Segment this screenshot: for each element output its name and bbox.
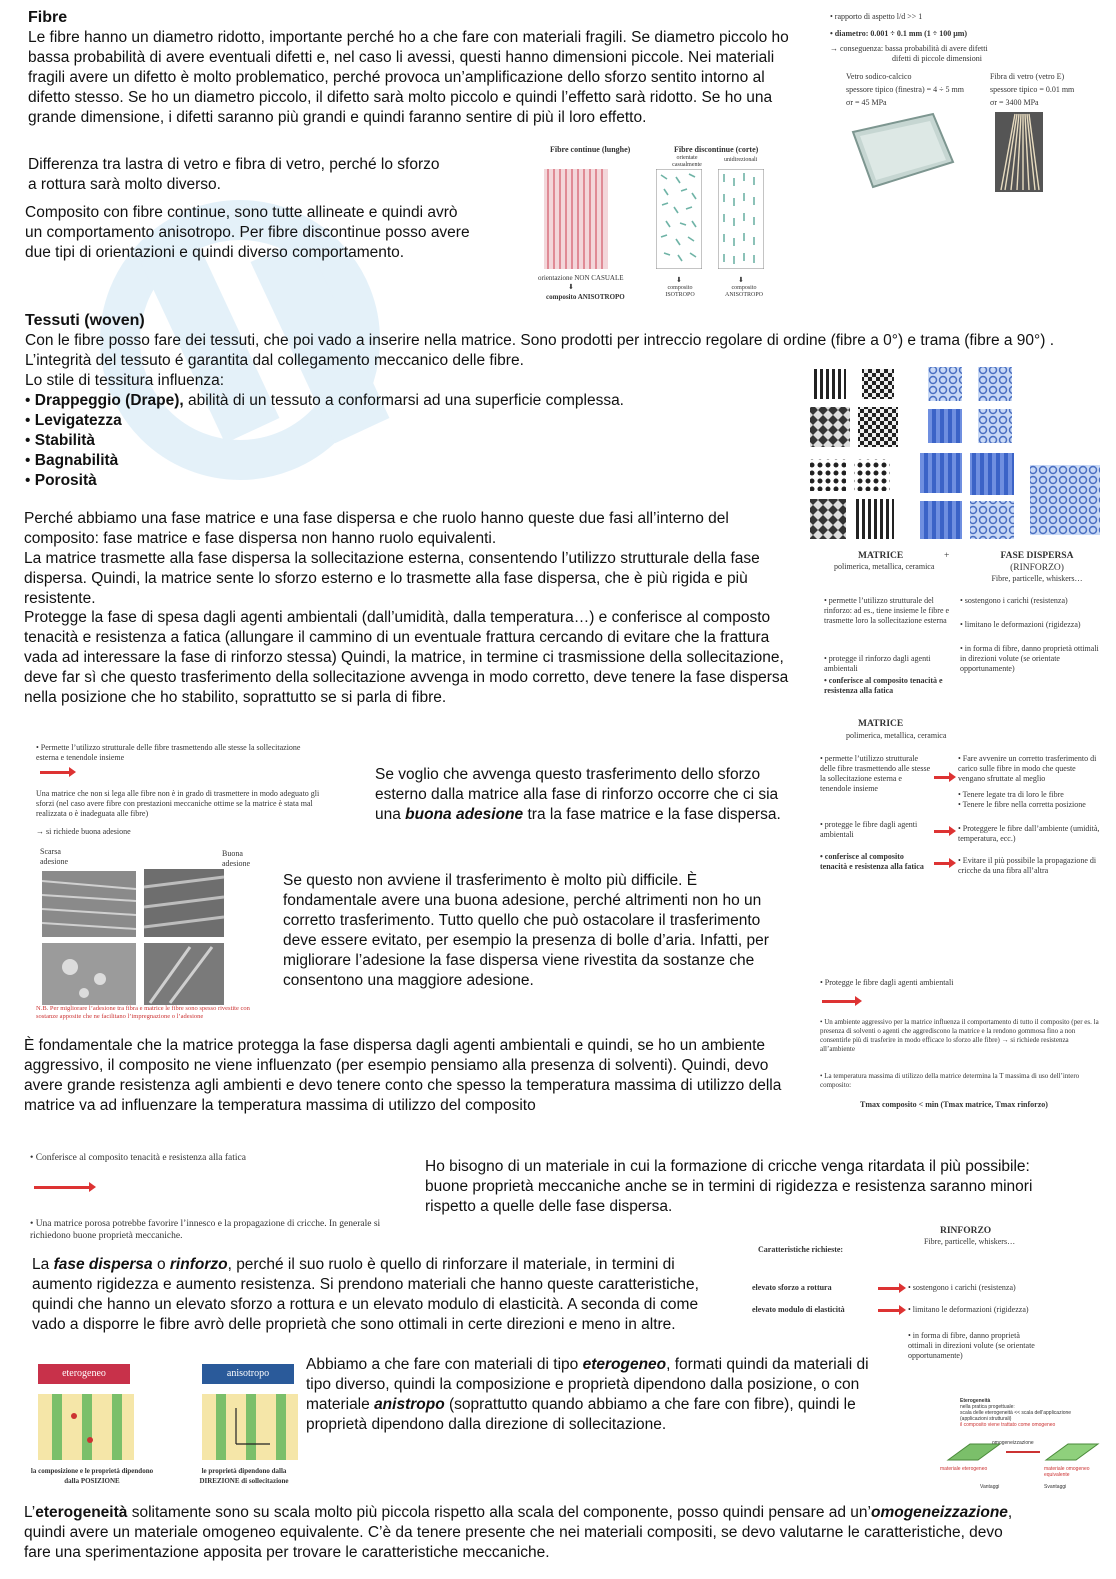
fig-mat1-right-1: • sostengono i carichi (resistenza) xyxy=(960,596,1068,605)
fig-mat1-left-1: • permette l’utilizzo strutturale del rinforzo: ad es., tiene insieme le fibre e trasmette loro la sollecitazione esterna xyxy=(824,596,950,625)
matrice-paragraph-1: Perché abbiamo una fase matrice e una fase dispersa e che ruolo hanno queste due fasi all’interno del composito: fase matrice e fase dispersa non hanno ruolo equivalenti. xyxy=(24,510,729,547)
fig-rinf-arrow-2 xyxy=(878,1309,900,1312)
fig-ades-line-1: • Permette l’utilizzo strutturale delle fibre trasmettendo alle stesse la sollecitazione esterna e tenendole insieme xyxy=(36,743,301,762)
figure-eterogeneo-anisotropo xyxy=(30,1360,300,1490)
fig-glass-left-val: σr = 45 MPa xyxy=(846,98,887,107)
fig-omog-m2: materiale omogeneo equivalente xyxy=(1044,1466,1090,1478)
glass-fiber-bundle-image xyxy=(995,112,1043,192)
fig-rinf-arrow-1 xyxy=(878,1287,900,1290)
figure-woven-fabrics xyxy=(808,365,1108,545)
fig-glass-right-val: σr = 3400 MPa xyxy=(990,98,1039,107)
fig-orient-noncasuale: orientazione NON CASUALE xyxy=(538,274,624,282)
aligned-short-fibers-diagram xyxy=(718,169,764,269)
fig-omog-label: omogeneizzazione xyxy=(992,1440,1034,1446)
fig-amb-arrow xyxy=(822,1000,856,1003)
adesione-paragraph-1: Se voglio che avvenga questo trasferimento dello sforzo esterno dalla matrice alla fase di rinforzo occorre che ci sia una buona adesione tra la fase matrice e la fase dispersa. xyxy=(375,766,781,823)
fig-rinf-r3: • in forma di fibre, danno proprietà ottimali in direzioni volute (se orientate opportunamente) xyxy=(908,1331,1035,1360)
fig-mat2-arrow-1 xyxy=(934,776,950,779)
fig-eter-caption-2: le proprietà dipendono dalla DIREZIONE di sollecitazione xyxy=(199,1467,289,1485)
fig-orient-arrow-1: ⬇ xyxy=(568,283,574,291)
figure-omogeneizzazione xyxy=(940,1398,1105,1498)
fig-ades-nb: N.B. Per migliorare l’adesione tra fibra e matrice le fibre sono spesso rivestite con sostanze apposite che ne facilitano l’impregnazione o l’adesione xyxy=(36,1005,250,1020)
fig-mat1-right-2: • limitano le deformazioni (rigidezza) xyxy=(960,620,1081,629)
fig-amb-line-1: • Protegge le fibre dagli agenti ambientali xyxy=(820,978,954,987)
fibre-paragraph-2: Differenza tra lastra di vetro e fibra di vetro, perché lo sforzo a rottura sarà molto diverso. xyxy=(28,156,440,193)
glass-slab-image xyxy=(848,112,958,190)
fig-orient-title-discontinue: Fibre discontinue (corte) xyxy=(674,145,759,154)
fig-amb-formula: Tmax composito < min (Tmax matrice, Tmax rinforzo) xyxy=(860,1100,1048,1109)
fig-amb-line-2: • Un ambiente aggressivo per la matrice influenza il comportamento di tutto il composito (per es. la presenza di solventi o agenti che aggrediscono la matrice e la rendono gommosa fino a non consentirle più di trasferire in modo efficace lo sforzo alle fibre) → si richiede resistenza all’ambiente xyxy=(820,1018,1099,1053)
fig-amb-line-3: • La temperatura massima di utilizzo della matrice determina la T massima di uso dell’intero composito: xyxy=(820,1072,1080,1089)
heterogeneous-diagram xyxy=(38,1394,134,1460)
fig-mat2-left-3: • conferisce al composito tenacità e resistenza alla fatica xyxy=(820,852,924,871)
figure-matrice-fase-dispersa xyxy=(820,548,1105,748)
fig-mat1-dispersa-sub: Fibre, particelle, whiskers… xyxy=(991,574,1083,583)
fig-ades-arrow xyxy=(40,771,70,774)
fig-rinf-heading: RINFORZO xyxy=(940,1226,992,1236)
fig-mat2-right-5: • Evitare il più possibile la propagazione di cricche da una fibra all’altra xyxy=(958,856,1097,875)
fig-orient-aniso-2: composito ANISOTROPO xyxy=(724,285,763,298)
fig-ten-line-1: • Conferisce al composito tenacità e resistenza alla fatica xyxy=(30,1153,246,1163)
fig-rinf-req: Caratteristiche richieste: xyxy=(758,1245,844,1254)
fibre-paragraph-1: Le fibre hanno un diametro ridotto, importante perché ho a che fare con materiali fragili. Se diametro piccolo ho bassa probabilità di avere eventuali difetti e, nel caso li avessi, questi hanno dimensioni piccole. Nei materiali fragili avere un difetto è molto problematico, perché provoca un’amplificazione dello sforzo sentito intorno al difetto stesso. Se ho un diametro piccolo, il difetto sarà molto piccolo e quindi l’effetto sarà ridotto. Se ho una grande dimensione, i difetti saranno più grandi e quindi faranno sentire di più il loro effetto. xyxy=(28,29,789,126)
fig-mat2-right-1: • Fare avvenire un corretto trasferimento di carico sulle fibre in modo che queste vengano sfruttate al meglio xyxy=(958,754,1097,783)
fig-glass-left-sub: spessore tipico (finestra) = 4 ÷ 5 mm xyxy=(846,85,964,94)
fig-mat2-right-3: • Tenere le fibre nella corretta posizione xyxy=(958,800,1086,809)
fig-omog-text: Eterogeneità nella pratica progettuale: scala delle eterogeneità << scala dell'applicazione (applicazioni strutturali) il composito viene trattato come omogeneo xyxy=(960,1398,1072,1428)
fig-ten-arrow xyxy=(34,1186,90,1189)
fig-rinf-r2: • limitano le deformazioni (rigidezza) xyxy=(908,1305,1029,1314)
fig-rinf-sub: Fibre, particelle, whiskers… xyxy=(924,1237,1016,1246)
fig-rinf-r1: • sostengono i carichi (resistenza) xyxy=(908,1283,1016,1292)
tessuti-item-porosita: • Porosità xyxy=(25,472,97,489)
fig-mat2-right-4: • Proteggere le fibre dall’ambiente (umidità, temperatura, ecc.) xyxy=(958,824,1100,843)
fig-mat2-arrow-2 xyxy=(934,830,950,833)
fig-mat1-dispersa: FASE DISPERSA xyxy=(1000,551,1074,561)
fig-orient-random: orientate casualmente xyxy=(672,155,702,168)
anisotropic-diagram xyxy=(202,1394,298,1460)
cricche-paragraph: Ho bisogno di un materiale in cui la formazione di cricche venga ritardata il più possibile: buone proprietà meccaniche anche se in termini di rigidezza e resistenza saranno minori rispetto a quelle delle fase dispersa. xyxy=(425,1158,1033,1215)
fig-mat1-plus: + xyxy=(944,551,950,561)
fig-ten-line-2: • Una matrice porosa potrebbe favorire l’innesco e la propagazione di cricche. In generale si richiedono buone proprietà meccaniche. xyxy=(30,1219,381,1241)
fig-mat1-right-3: • in forma di fibre, danno proprietà ottimali in direzioni volute (se orientate opportunamente) xyxy=(960,644,1099,673)
figure-matrice-ruoli xyxy=(820,754,1105,894)
fig-mat1-matrice: MATRICE xyxy=(858,551,904,561)
tessuti-item-drape: • Drappeggio (Drape), abilità di un tessuto a conformarsi ad una superficie complessa. xyxy=(25,392,624,409)
tessuti-intro: Lo stile di tessitura influenza: xyxy=(25,372,225,389)
figure-tenacita xyxy=(30,1152,410,1252)
fig-glass-line-3: → conseguenza: bassa probabilità di avere difetti xyxy=(830,44,988,53)
matrice-paragraph-2: La matrice trasmette alla fase dispersa la sollecitazione esterna, consentendo l’utilizzo strutturale della fase dispersa. Quindi, la matrice sente lo sforzo esterno e lo trasmette alla fase dispersa, che è più rigida e più resistente. xyxy=(24,550,760,607)
tessuti-item-bagnabilita: • Bagnabilità xyxy=(25,452,119,469)
tessuti-item-stabilita: • Stabilità xyxy=(25,432,96,449)
fig-mat2-arrow-3 xyxy=(934,862,950,865)
fig-rinf-a2: elevato modulo di elasticità xyxy=(752,1305,845,1314)
fig-mat1-left-3: • conferisce al composito tenacità e resistenza alla fatica xyxy=(824,676,943,695)
fig-glass-right-title: Fibra di vetro (vetro E) xyxy=(990,72,1065,81)
figure-glass-vs-fiber xyxy=(830,12,1105,192)
fig-glass-line-2: • diametro: 0.001 ÷ 0.1 mm (1 ÷ 100 μm) xyxy=(830,29,968,38)
adesione-paragraph-2: Se questo non avviene il trasferimento è molto più difficile. È fondamentale avere una buona adesione, perché altrimenti non ho un corretto trasferimento. Tutto quello che può ostacolare il trasferimento deve essere evitato, per esempio la presenza di bolle d’aria. Infatti, per migliorare l’adesione la fase dispersa viene rivestita da sostanze che consentono una maggiore adesione. xyxy=(283,872,769,989)
fig-glass-line-4: difetti di piccole dimensioni xyxy=(892,54,982,63)
fig-glass-line-1: • rapporto di aspetto l/d >> 1 xyxy=(830,12,923,21)
fig-mat1-matrice-sub: polimerica, metallica, ceramica xyxy=(834,562,935,571)
fig-mat1-left-2: • protegge il rinforzo dagli agenti ambientali xyxy=(824,654,931,673)
figure-fiber-orientation xyxy=(538,145,778,305)
badge-eterogeneo: eterogeneo xyxy=(38,1364,130,1384)
continuous-fibers-diagram xyxy=(544,169,608,269)
random-short-fibers-diagram xyxy=(656,169,702,269)
fig-orient-aniso-1: composito ANISOTROPO xyxy=(546,293,625,301)
fig-orient-arrow-2: ⬇ xyxy=(676,276,682,284)
sem-micrographs xyxy=(40,867,226,1007)
fig-orient-unidir: unidirezionali xyxy=(724,157,758,163)
fig-mat1-rinforzo: (RINFORZO) xyxy=(1010,563,1064,573)
fig-ades-buona: Buona adesione xyxy=(222,849,250,868)
rinforzo-paragraph: La fase dispersa o rinforzo, perché il suo ruolo è quello di rinforzare il materiale, in termini di aumento rigidezza e aumento resistenza. Si prendono materiali che hanno queste caratteristiche, quindi che hanno un elevato sforzo a rottura e un elevato modulo di elasticità. A seconda di come vado a disporre le fibre avrò delle proprietà che sono ottimali in certe direzioni e meno in altre. xyxy=(32,1256,699,1333)
matrice-paragraph-3: Protegge la fase di spesa dagli agenti ambientali (dall’umidità, dalla temperatura…) e conferisce al composto tenacità e resistenza a fatica (allungare il cammino di un eventuale frattura cercando di evitare che la frattura vada ad interessare la fase di rinforzo stessa) Quindi, la matrice, in termine ci trasmissione della sollecitazione, deve far sì che questo trasferimento della sollecitazione avvenga in modo corretto, deve tenere la fase dispersa nella posizione che ho stabilito, soprattutto se si parla di fibre. xyxy=(24,609,789,706)
fig-orient-iso: composito ISOTROPO xyxy=(665,285,695,298)
fig-mat2-left-2: • protegge le fibre dagli agenti ambientali xyxy=(820,820,918,839)
fig-mat2-heading-sub: polimerica, metallica, ceramica xyxy=(846,731,947,740)
fig-omog-m1: materiale eterogeneo xyxy=(940,1466,988,1472)
fig-ades-scarsa: Scarsa adesione xyxy=(40,847,68,866)
section-title-fibre: Fibre xyxy=(28,9,68,26)
tessuti-list xyxy=(25,391,624,491)
ambiente-paragraph: È fondamentale che la matrice protegga la fase dispersa dagli agenti ambientali e quindi, se ho un ambiente aggressivo, il composito ne viene influenzato (per esempio pensiamo alla presenza di solventi). Quindi, devo avere grande resistenza agli ambienti e devo tenere conto che spesso la temperatura massima di utilizzo della matrice va ad influenzare la temperatura massima di utilizzo del composito xyxy=(24,1037,782,1114)
fig-glass-left-title: Vetro sodico-calcico xyxy=(846,72,912,81)
fig-ades-line-2: Una matrice che non si lega alle fibre non è in grado di trasmettere in modo adeguato gli sforzi (nel caso avere fibre con prestazioni meccaniche ottime se la matrice è stata mal realizzata o è inadeguata alle fibre) xyxy=(36,789,320,818)
figure-ambiente xyxy=(820,978,1105,1118)
badge-anisotropo: anisotropo xyxy=(202,1364,294,1384)
fig-rinf-a1: elevato sforzo a rottura xyxy=(752,1283,832,1292)
fig-eter-caption-1: la composizione e le proprietà dipendono dalla POSIZIONE xyxy=(30,1467,154,1485)
fig-mat2-left-1: • permette l’utilizzo strutturale delle fibre trasmettendo alle stesse la sollecitazione esterna e tenendole insieme xyxy=(820,754,931,793)
fig-omog-c2: Svantaggi xyxy=(1044,1484,1067,1490)
fig-mat2-right-2: • Tenere legate tra di loro le fibre xyxy=(958,790,1064,799)
tessuti-paragraph-1: Con le fibre posso fare dei tessuti, che poi vado a inserire nella matrice. Sono prodotti per intreccio regolare di ordine (fibre a 0°) e trama (fibre a 90°) . L’integrità del tessuto é garantita dal collegamento meccanico delle fibre. xyxy=(25,332,1055,369)
omogeneizzazione-paragraph: L’eterogeneità solitamente sono su scala molto più piccola rispetto alla scala del componente, posso quindi pensare ad un’omogeneizzazione, quindi avere un materiale omogeneo equivalente. C’è da tenere presente che nei materiali compositi, se devo valutarne le caratteristiche, devo fare una sperimentazione apposita per trovare le caratteristiche meccaniche. xyxy=(24,1504,1013,1561)
fig-ades-line-3: → si richiede buona adesione xyxy=(36,827,131,836)
fig-glass-right-sub: spessore tipico = 0.01 mm xyxy=(990,85,1075,94)
eterogeneo-paragraph: Abbiamo a che fare con materiali di tipo eterogeneo, formati quindi da materiali di tipo diverso, quindi la composizione e proprietà dipendono dalla posizione, o con materiale anistropo (soprattutto quando abbiamo a che fare con fibre), quindi le proprietà dipendono dalla direzione di sollecitazione. xyxy=(306,1356,869,1433)
fig-mat2-heading: MATRICE xyxy=(858,719,904,729)
fig-orient-title-continue: Fibre continue (lunghe) xyxy=(550,145,631,154)
section-title-tessuti: Tessuti (woven) xyxy=(25,312,145,329)
fig-omog-c1: Vantaggi xyxy=(980,1484,1000,1490)
fig-orient-arrow-3: ⬇ xyxy=(738,276,744,284)
fibre-paragraph-3: Composito con fibre continue, sono tutte allineate e quindi avrò un comportamento anisotropo. Per fibre discontinue posso avere due tipi di orientazioni e quindi diverso comportamento. xyxy=(25,204,470,261)
tessuti-item-levigatezza: • Levigatezza xyxy=(25,412,122,429)
